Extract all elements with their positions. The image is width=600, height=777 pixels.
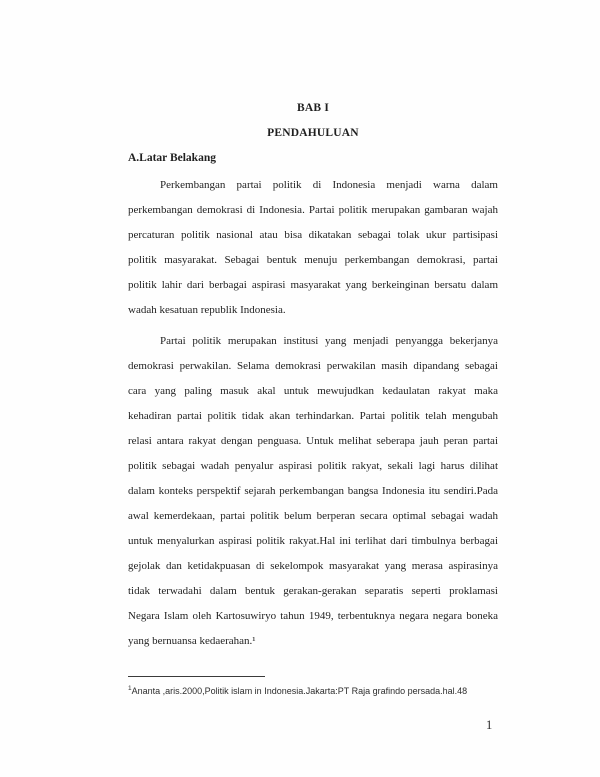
- paragraph-line: tidak terwadahi dalam bentuk gerakan-gerakan separatis seperti proklamasi: [128, 585, 498, 597]
- paragraph-line: percaturan politik nasional atau bisa dikatakan sebagai tolak ukur partisipasi: [128, 229, 498, 241]
- paragraph-line: awal kemerdekaan, partai politik belum berperan secara optimal sebagai wadah: [128, 510, 498, 522]
- page-number: 1: [486, 718, 493, 732]
- paragraph-line: relasi antara rakyat dengan penguasa. Untuk melihat seberapa jauh peran partai: [128, 435, 498, 447]
- paragraph-line: Partai politik merupakan institusi yang menjadi penyangga bekerjanya: [160, 335, 498, 347]
- paragraph-2: [128, 329, 498, 654]
- paragraph-line: yang bernuansa kedaerahan.¹: [128, 635, 256, 647]
- section-heading: A.Latar Belakang: [128, 152, 216, 164]
- paragraph-line: untuk menyalurkan aspirasi politik rakyat.Hal ini terlihat dari timbulnya berbagai: [128, 535, 498, 547]
- paragraph-line: politik masyarakat. Sebagai bentuk menuju perkembangan demokrasi, partai: [128, 254, 498, 266]
- footnote: [128, 684, 508, 698]
- paragraph-line: kehadiran partai politik tidak akan terhindarkan. Partai politik telah mengubah: [128, 410, 498, 422]
- paragraph-line: cara yang paling masuk akal untuk mewujudkan kedaulatan rakyat maka: [128, 385, 498, 397]
- paragraph-line: politik lahir dari berbagai aspirasi masyarakat yang berkeinginan bersatu dalam: [128, 279, 498, 291]
- paragraph-line: demokrasi perwakilan. Selama demokrasi perwakilan masih dipandang sebagai: [128, 360, 498, 372]
- footnote-text: Ananta ,aris.2000,Politik islam in Indonesia.Jakarta:PT Raja grafindo persada.hal.48: [131, 686, 468, 696]
- footnote-separator: [128, 676, 265, 677]
- paragraph-line: gejolak dan ketidakpuasan di sekelompok masyarakat yang merasa aspirasinya: [128, 560, 498, 572]
- footnote-marker: 1: [128, 685, 132, 692]
- page-content: [128, 96, 498, 654]
- paragraph-line: wadah kesatuan republik Indonesia.: [128, 304, 286, 316]
- paragraph-line: perkembangan demokrasi di Indonesia. Partai politik merupakan gambaran wajah: [128, 204, 498, 216]
- chapter-heading: BAB I: [297, 102, 329, 114]
- paragraph-line: politik sebagai wadah penyalur aspirasi politik rakyat, sekali lagi harus dilihat: [128, 460, 498, 472]
- paragraph-line: Negara Islam oleh Kartosuwiryo tahun 1949, terbentuknya negara negara boneka: [128, 610, 498, 622]
- paragraph-line: dalam konteks perspektif sejarah perkembangan bangsa Indonesia itu sendiri.Pada: [128, 485, 498, 497]
- chapter-title: PENDAHULUAN: [267, 127, 359, 139]
- paragraph-line: Perkembangan partai politik di Indonesia menjadi warna dalam: [160, 179, 498, 191]
- paragraph-1: [128, 173, 498, 323]
